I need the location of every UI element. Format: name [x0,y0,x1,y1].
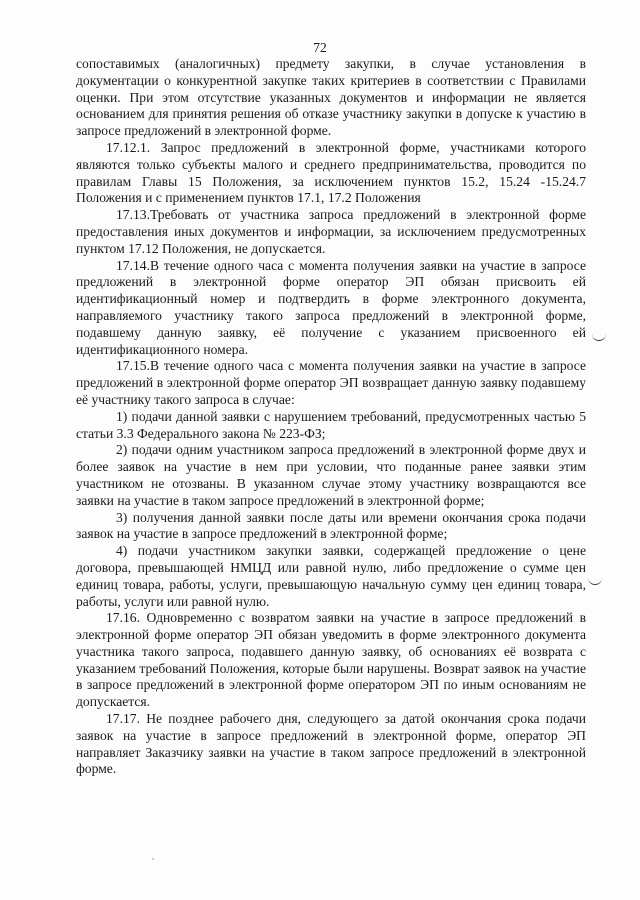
paragraph-17-14: 17.14.В течение одного часа с момента получения заявки на участие в запросе предложений в электронной форме оператор ЭП обязан присвоить ей идентификационный номер и подтвердить в форме электронного документа, направляемого участнику такого запроса предложений в электронной форме, подавшему данную заявку, её получение с указанием присвоенного ей идентификационного номера. [76,257,586,357]
paragraph-17-15: 17.15.В течение одного часа с момента получения заявки на участие в запросе предложений в электронной форме оператор ЭП возвращает данную заявку подавшему её участнику такого запроса в случае: [76,358,586,407]
list-item-1: 1) подачи данной заявки с нарушением требований, предусмотренных частью 5 статьи 3.3 Федерального закона № 223-ФЗ; [76,408,586,441]
paragraph-17-12-1: 17.12.1. Запрос предложений в электронной форме, участниками которого являются только субъекты малого и среднего предпринимательства, проводится по правилам Главы 15 Положения, за исключением пунктов 15.2, 15.24 -15.24.7 Положения и с применением пунктов 17.1, 17.2 Положения [76,139,586,206]
document-body [76,56,586,778]
list-item-2: 2) подачи одним участником запроса предложений в электронной форме двух и более заявок на участие в нем при условии, что поданные ранее заявки этим участником не отозваны. В указанном случае этому участнику возвращаются все заявки на участие в таком запросе предложений в электронной форме; [76,442,586,508]
paragraph-17-13: 17.13.Требовать от участника запроса предложений в электронной форме предоставления иных документов и информации, за исключением предусмотренных пунктом 17.12 Положения, не допускается. [76,207,586,256]
list-item-3: 3) получения данной заявки после даты или времени окончания срока подачи заявок на участие в запросе предложений в электронной форме; [76,509,586,542]
page-number: 72 [313,40,327,55]
paragraph-17-17: 17.17. Не позднее рабочего дня, следующего за датой окончания срока подачи заявок на участие в запросе предложений в электронной форме, оператор ЭП направляет Заказчику заявки на участие в таком запросе предложений в электронной форме. [76,711,586,777]
scan-artifact-dot [152,858,154,860]
scan-artifact-mark [592,334,606,341]
scan-artifact-mark [588,578,602,585]
paragraph-17-16: 17.16. Одновременно с возвратом заявки на участие в запросе предложений в электронной форме оператор ЭП обязан уведомить в форме электронного документа участника такого запроса, подавшего данную заявку, об основаниях её возврата с указанием требований Положения, которые были нарушены. Возврат заявок на участие в запросе предложений в электронной форме оператором ЭП по иным основаниям не допускается. [76,610,586,710]
paragraph-continuation: сопоставимых (аналогичных) предмету закупки, в случае установления в документации о конкурентной закупке таких критериев в соответствии с Правилами оценки. При этом отсутствие указанных документов и информации не является основанием для принятия решения об отказе участнику закупки в допуске к участию в запросе предложений в электронной форме. [76,56,586,139]
list-item-4: 4) подачи участником закупки заявки, содержащей предложение о цене договора, превышающей НМЦД или равной нулю, либо предложение о сумме цен единиц товара, работы, услуги, превышающую начальную сумму цен единиц товара, работы, услуги или равной нулю. [76,543,586,609]
